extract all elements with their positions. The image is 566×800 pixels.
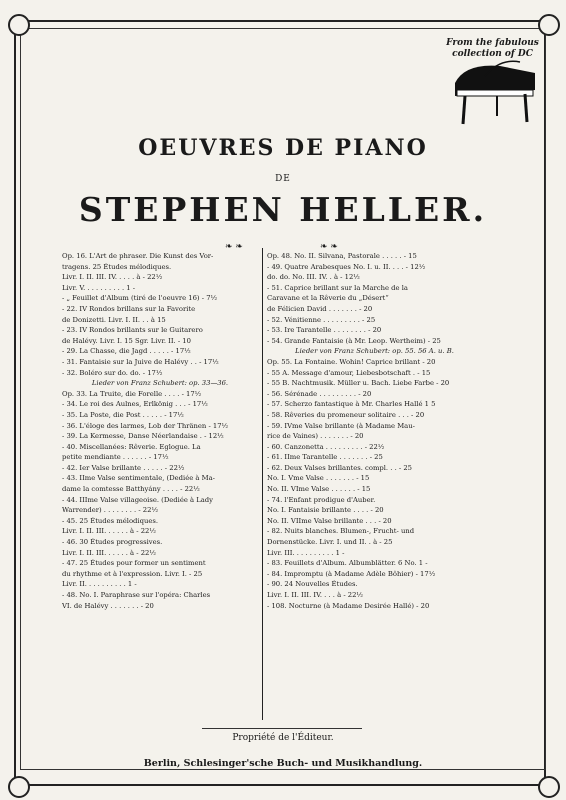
catalog-entry: dame la comtesse Batthyány . . . . - 22½ <box>62 485 200 494</box>
composer-name: STEPHEN HELLER. <box>78 190 488 229</box>
corner-ornament <box>538 776 560 798</box>
catalog-entry: - 83. Feuillets d'Album. Albumblätter. 6 No. 1 - <box>267 559 428 568</box>
catalog-entry: - 60. Canzonetta . . . . . . . . . - 22½ <box>267 442 385 451</box>
catalog-entry: - 46. 30 Études progressives. <box>62 538 163 547</box>
catalog-entry: - 55 B. Nachtmusik. Müller u. Bach. Liebe Farbe - 20 <box>267 379 450 388</box>
catalog-entry: - 49. Quatre Arabesques No. I. u. II. . . . - 12½ <box>267 262 426 271</box>
catalog-entry: - 43. IIme Valse sentimentale, (Dediée à Ma- <box>62 474 215 483</box>
catalog-entry: - 45. 25 Études mélodiques. <box>62 516 158 525</box>
catalog-entry: Op. 33. La Truite, die Forelle . . . . - 17½ <box>62 389 202 398</box>
catalog-entry: - 52. Vénitienne . . . . . . . . . - 25 <box>267 315 376 324</box>
publisher-rights: Propriété de l'Éditeur. <box>232 733 334 743</box>
publisher-name: Berlin, Schlesinger'sche Buch- und Musikhandlung. <box>143 758 423 769</box>
catalog-entry: - 47. 25 Études pour former un sentiment <box>62 559 206 568</box>
catalog-entry: - 39. La Kermesse, Danse Néerlandaise . - 12½ <box>62 432 224 441</box>
collection-stamp-text: From the fabulous collection of DC <box>446 38 539 59</box>
catalog-entry: - „ Feuillet d'Album (tiré de l'oeuvre 16) - 7½ <box>62 294 218 303</box>
catalog-entry: de Félicien David . . . . . . . - 20 <box>267 304 373 313</box>
catalog-entry: - 82. Nuits blanches. Blumen-, Frucht- und <box>267 527 415 536</box>
catalog-entry: Lieder von Franz Schubert: op. 33—36. <box>91 379 229 388</box>
catalog-entry: - 31. Fantaisie sur la Juive de Halévy . . - 17½ <box>62 357 219 366</box>
catalog-entry: - 42. Ier Valse brillante . . . . . - 22½ <box>62 463 185 472</box>
page-title: OEUVRES DE PIANO <box>138 135 428 161</box>
catalog-entry: - 56. Sérénade . . . . . . . . . - 20 <box>267 389 372 398</box>
catalog-entry: - 74. l'Enfant prodigue d'Auber. <box>267 495 376 504</box>
catalog-entry: - 35. La Poste, die Post . . . . . - 17½ <box>62 410 184 419</box>
catalog-entry: do. do. No. III. IV. . à - 12½ <box>267 273 360 282</box>
catalog-entry: Lieder von Franz Schubert: op. 55. 56 A. u. B. <box>295 347 454 356</box>
catalog-entry: - 36. L'éloge des larmes, Lob der Thränen - 17½ <box>62 421 229 430</box>
column-divider <box>262 248 263 720</box>
collection-stamp <box>425 28 550 133</box>
catalog-entry: Livr. I. II. III. IV. . . . à - 22½ <box>267 591 364 599</box>
catalog-entry: Dornenstücke. Livr. I. und II. . à - 25 <box>267 538 393 547</box>
catalog-entry: - 34. Le roi des Aulnes, Erlkönig . . . - 17½ <box>62 400 208 409</box>
catalog-entry: Livr. I. II. III. IV. . . . . à - 22½ <box>62 273 163 282</box>
catalog-entry: - 54. Grande Fantaisie (à Mr. Leop. Wertheim) - 25 <box>267 336 441 345</box>
catalog-entry: rice de Vaines) . . . . . . . - 20 <box>267 432 364 441</box>
catalog-entry: No. II. VIme Valse . . . . . . - 15 <box>267 485 371 494</box>
piano-icon <box>425 28 550 133</box>
footer-rule <box>202 728 362 729</box>
catalog-entry: - 29. La Chasse, die Jagd . . . . . - 17½ <box>62 347 191 356</box>
catalog-entry: No. I. Fantaisie brillante . . . . - 20 <box>267 506 384 515</box>
catalog-entry: No. I. Vme Valse . . . . . . . - 15 <box>267 474 370 483</box>
catalog-entry: Warrender) . . . . . . . . - 22½ <box>62 506 159 515</box>
catalog-entry: - 59. IVme Valse brillante (à Madame Mau- <box>267 421 415 430</box>
catalog-entry: - 32. Boléro sur do. do. - 17½ <box>62 368 163 377</box>
catalog-entry: - 51. Caprice brillant sur la Marche de la <box>267 283 408 292</box>
catalog-entry: - 48. No. I. Paraphrase sur l'opéra: Charles <box>62 591 211 599</box>
catalog-entry: - 58. Rêveries du promeneur solitaire . . . - 20 <box>267 410 425 419</box>
catalog-entry: - 22. IV Rondos brillans sur la Favorite <box>62 304 196 313</box>
catalog-entry: Op. 48. No. II. Silvana, Pastorale . . . . . - 15 <box>267 252 417 260</box>
catalog-entry: Livr. II. . . . . . . . . . 1 - <box>62 580 137 589</box>
catalog-entry: VI. de Halévy . . . . . . . - 20 <box>62 601 154 610</box>
catalog-entry: Caravane et la Rêverie du „Désert“ <box>267 294 389 303</box>
catalog-entry: tragens. 25 Études mélodiques. <box>62 262 172 271</box>
ornament-right: ❧ ❧ <box>320 242 338 252</box>
catalog-entry: de Donizetti. Livr. I. II. . . à 15 <box>62 315 166 324</box>
title-connector: DE <box>275 174 291 184</box>
catalog-entry: - 53. Ire Tarantelle . . . . . . . . - 20 <box>267 326 382 335</box>
catalog-entry: Livr. I. II. III. . . . . . à - 22½ <box>62 548 156 557</box>
catalog-entry: - 61. IIme Tarantelle . . . . . . . - 25 <box>267 453 383 462</box>
catalog-entry: - 90. 24 Nouvelles Études. <box>267 580 358 589</box>
catalog-entry: petite mendiante . . . . . . - 17½ <box>62 453 169 462</box>
catalog-entry: - 62. Deux Valses brillantes. compl. . . - 25 <box>267 463 412 472</box>
catalog-right-column <box>267 251 482 611</box>
catalog-entry: - 108. Nocturne (à Madame Desirée Hallé) - 20 <box>267 601 430 610</box>
catalog-entry: - 84. Impromptu (à Madame Adèle Bôhier) - 17½ <box>267 569 436 578</box>
ornament-left: ❧ ❧ <box>225 242 243 252</box>
catalog-entry: No. II. VIIme Valse brillante . . . - 20 <box>267 516 392 525</box>
catalog-entry: - 57. Scherzo fantastique à Mr. Charles Hallé 1 5 <box>267 400 436 409</box>
catalog-entry: Livr. I. II. III. . . . . . à - 22½ <box>62 527 156 536</box>
catalog-entry: - 44. IIIme Valse villageoise. (Dediée à Lady <box>62 495 213 504</box>
catalog-entry: Op. 55. La Fontaine. Wohin! Caprice brillant - 20 <box>267 357 436 366</box>
corner-ornament <box>8 776 30 798</box>
catalog-entry: du rhythme et à l'expression. Livr. I. - 25 <box>62 569 203 578</box>
catalog-entry: - 23. IV Rondos brillants sur le Guitarero <box>62 326 203 335</box>
catalog-entry: Livr. III. . . . . . . . . . 1 - <box>267 548 345 557</box>
catalog-entry: Livr. V. . . . . . . . . . 1 - <box>62 283 136 292</box>
catalog-entry: - 55 A. Message d'amour, Liebesbotschaft . - 15 <box>267 368 431 377</box>
catalog-entry: Op. 16. L'Art de phraser. Die Kunst des Vor- <box>62 252 214 260</box>
catalog-entry: - 40. Miscellanées: Rêverie. Eglogue. La <box>62 442 201 451</box>
catalog-left-column <box>62 251 258 611</box>
corner-ornament <box>8 14 30 36</box>
catalog-entry: de Halévy. Livr. I. 15 Sgr. Livr. II. - 10 <box>62 336 191 345</box>
